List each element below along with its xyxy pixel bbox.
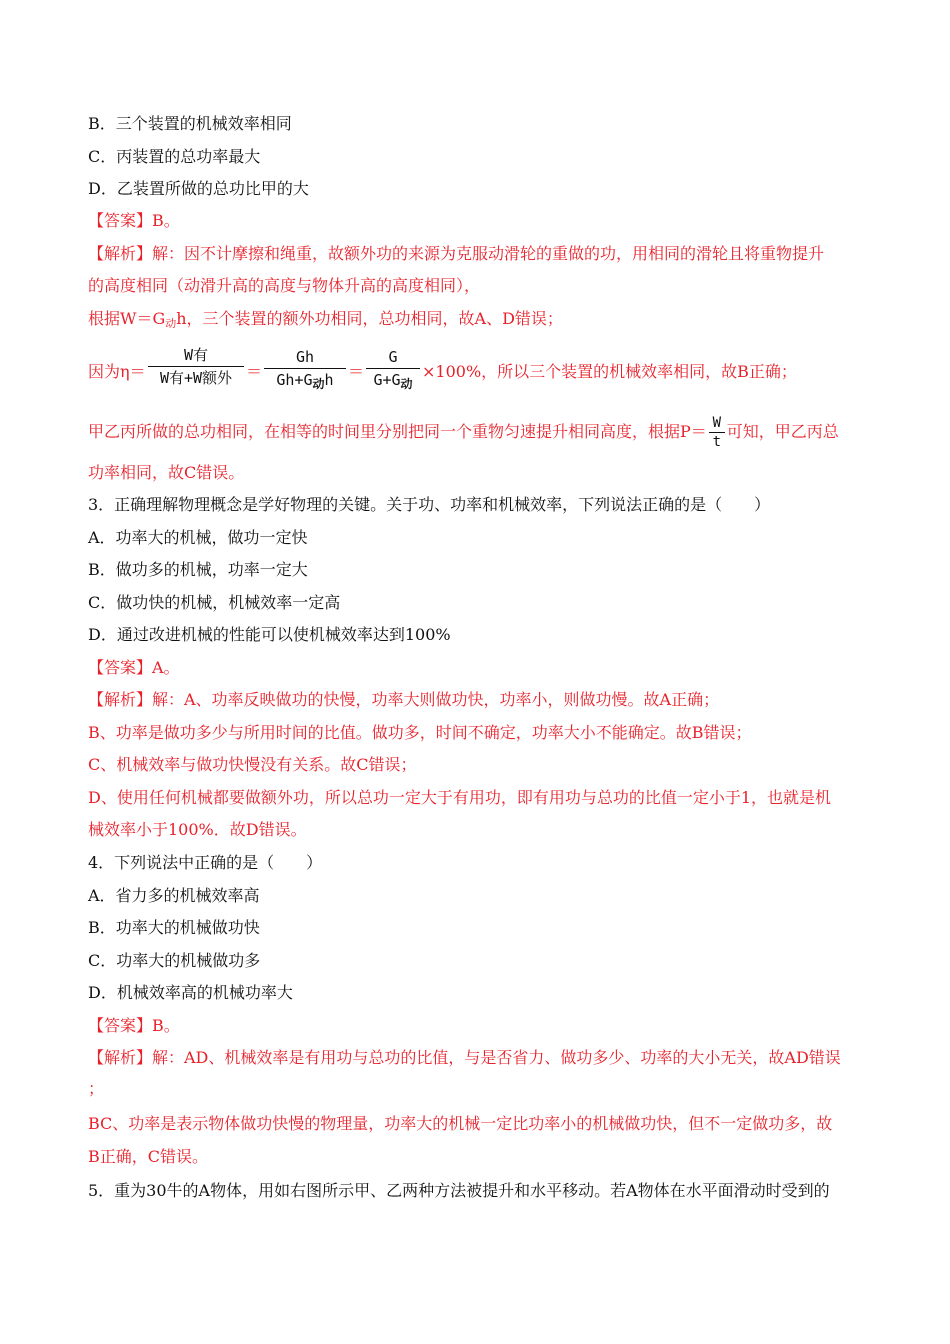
q4-analysis-line-4: B正确，C错误。 — [88, 1147, 209, 1166]
q3-analysis-line-1: 【解析】解：A、功率反映做功的快慢，功率大则做功快，功率小，则做功慢。故A正确； — [88, 690, 720, 709]
fraction-2-denominator — [264, 369, 346, 395]
q3-analysis-line-5: 械效率小于100%．故D错误。 — [88, 820, 307, 839]
q2-analysis-5-post: 可知，甲乙丙总 — [726, 422, 839, 441]
fraction-3-den-pre: G+G — [373, 371, 401, 389]
q3-option-a: A．功率大的机械，做功一定快 — [88, 528, 308, 547]
q4-analysis-line-1: 【解析】解：AD、机械效率是有用功与总功的比值，与是否省力、做功多少、功率的大小无关，故AD错误 — [88, 1048, 841, 1067]
fraction-3-denominator — [366, 369, 420, 395]
power-fraction-denominator: t — [712, 434, 721, 450]
q3-stem: 3．正确理解物理概念是学好物理的关键。关于功、功率和机械效率，下列说法正确的是（ ） — [88, 495, 771, 514]
q3-answer: 【答案】A。 — [88, 658, 180, 677]
fraction-2-den-sub: 动 — [312, 377, 325, 391]
fraction-1-denominator: W有+W额外 — [159, 369, 233, 387]
q4-option-d: D．机械效率高的机械功率大 — [88, 983, 293, 1002]
q2-analysis-line-5 — [88, 414, 866, 450]
q4-analysis-line-3: BC、功率是表示物体做功快慢的物理量，功率大的机械一定比功率小的机械做功快，但不一定做功多，故 — [88, 1114, 833, 1133]
equals-sign-1: ＝ — [246, 362, 263, 381]
power-fraction — [709, 414, 725, 451]
q2-analysis-3-pre: 根据W＝G — [88, 309, 166, 328]
formula-tail: ×100%，所以三个装置的机械效率相同，故B正确； — [422, 362, 797, 381]
q4-option-c: C．功率大的机械做功多 — [88, 951, 261, 970]
formula-lead: 因为η＝ — [88, 362, 146, 381]
q3-option-d: D．通过改进机械的性能可以使机械效率达到100% — [88, 625, 451, 644]
q4-option-a: A．省力多的机械效率高 — [88, 886, 260, 905]
fraction-3-numerator: G — [388, 348, 398, 366]
q2-analysis-line-1: 【解析】解：因不计摩擦和绳重，故额外功的来源为克服动滑轮的重做的功，用相同的滑轮且将重物提升 — [88, 244, 825, 263]
q2-analysis-5-pre: 甲乙丙所做的总功相同，在相等的时间里分别把同一个重物匀速提升相同高度，根据P＝ — [88, 422, 707, 441]
q2-analysis-line-2: 的高度相同（动滑升高的高度与物体升高的高度相同）， — [88, 276, 481, 295]
q2-analysis-3-sub: 动 — [165, 317, 177, 330]
efficiency-formula — [88, 344, 866, 396]
fraction-3-den-sub: 动 — [400, 377, 413, 391]
q5-stem: 5．重为30牛的A物体，用如右图所示甲、乙两种方法被提升和水平移动。若A物体在水平面滑动时受到的 — [88, 1181, 830, 1200]
q4-analysis-line-2: ； — [88, 1079, 105, 1098]
q2-option-b: B．三个装置的机械效率相同 — [88, 114, 292, 133]
q4-option-b: B．功率大的机械做功快 — [88, 918, 260, 937]
q3-option-c: C．做功快的机械，机械效率一定高 — [88, 593, 341, 612]
q3-analysis-line-4: D、使用任何机械都要做额外功，所以总功一定大于有用功，即有用功与总功的比值一定小于1，也就是机 — [88, 788, 832, 807]
q3-option-b: B．做功多的机械，功率一定大 — [88, 560, 308, 579]
q2-analysis-line-6: 功率相同，故C错误。 — [88, 463, 245, 482]
fraction-useful-over-total — [148, 344, 244, 389]
q2-answer: 【答案】B。 — [88, 211, 180, 230]
fraction-2-numerator: Gh — [295, 348, 315, 366]
q3-analysis-line-2: B、功率是做功多少与所用时间的比值。做功多，时间不确定，功率大小不能确定。故B错误； — [88, 723, 752, 742]
q3-analysis-line-3: C、机械效率与做功快慢没有关系。故C错误； — [88, 755, 417, 774]
fraction-gh-over-total — [264, 346, 346, 395]
q2-analysis-3-post: h，三个装置的额外功相同，总功相同，故A、D错误； — [176, 309, 563, 328]
fraction-2-den-post: h — [324, 371, 334, 389]
q2-analysis-line-3 — [88, 308, 866, 335]
equals-sign-2: ＝ — [348, 362, 365, 381]
q2-option-d: D．乙装置所做的总功比甲的大 — [88, 179, 309, 198]
q4-answer: 【答案】B。 — [88, 1016, 180, 1035]
q4-stem: 4．下列说法中正确的是（ ） — [88, 853, 323, 872]
fraction-2-den-pre: Gh+G — [276, 371, 313, 389]
fraction-1-numerator: W有 — [183, 346, 209, 364]
q2-option-c: C．丙装置的总功率最大 — [88, 147, 261, 166]
power-fraction-numerator: W — [712, 415, 721, 431]
fraction-g-over-total — [366, 346, 420, 395]
